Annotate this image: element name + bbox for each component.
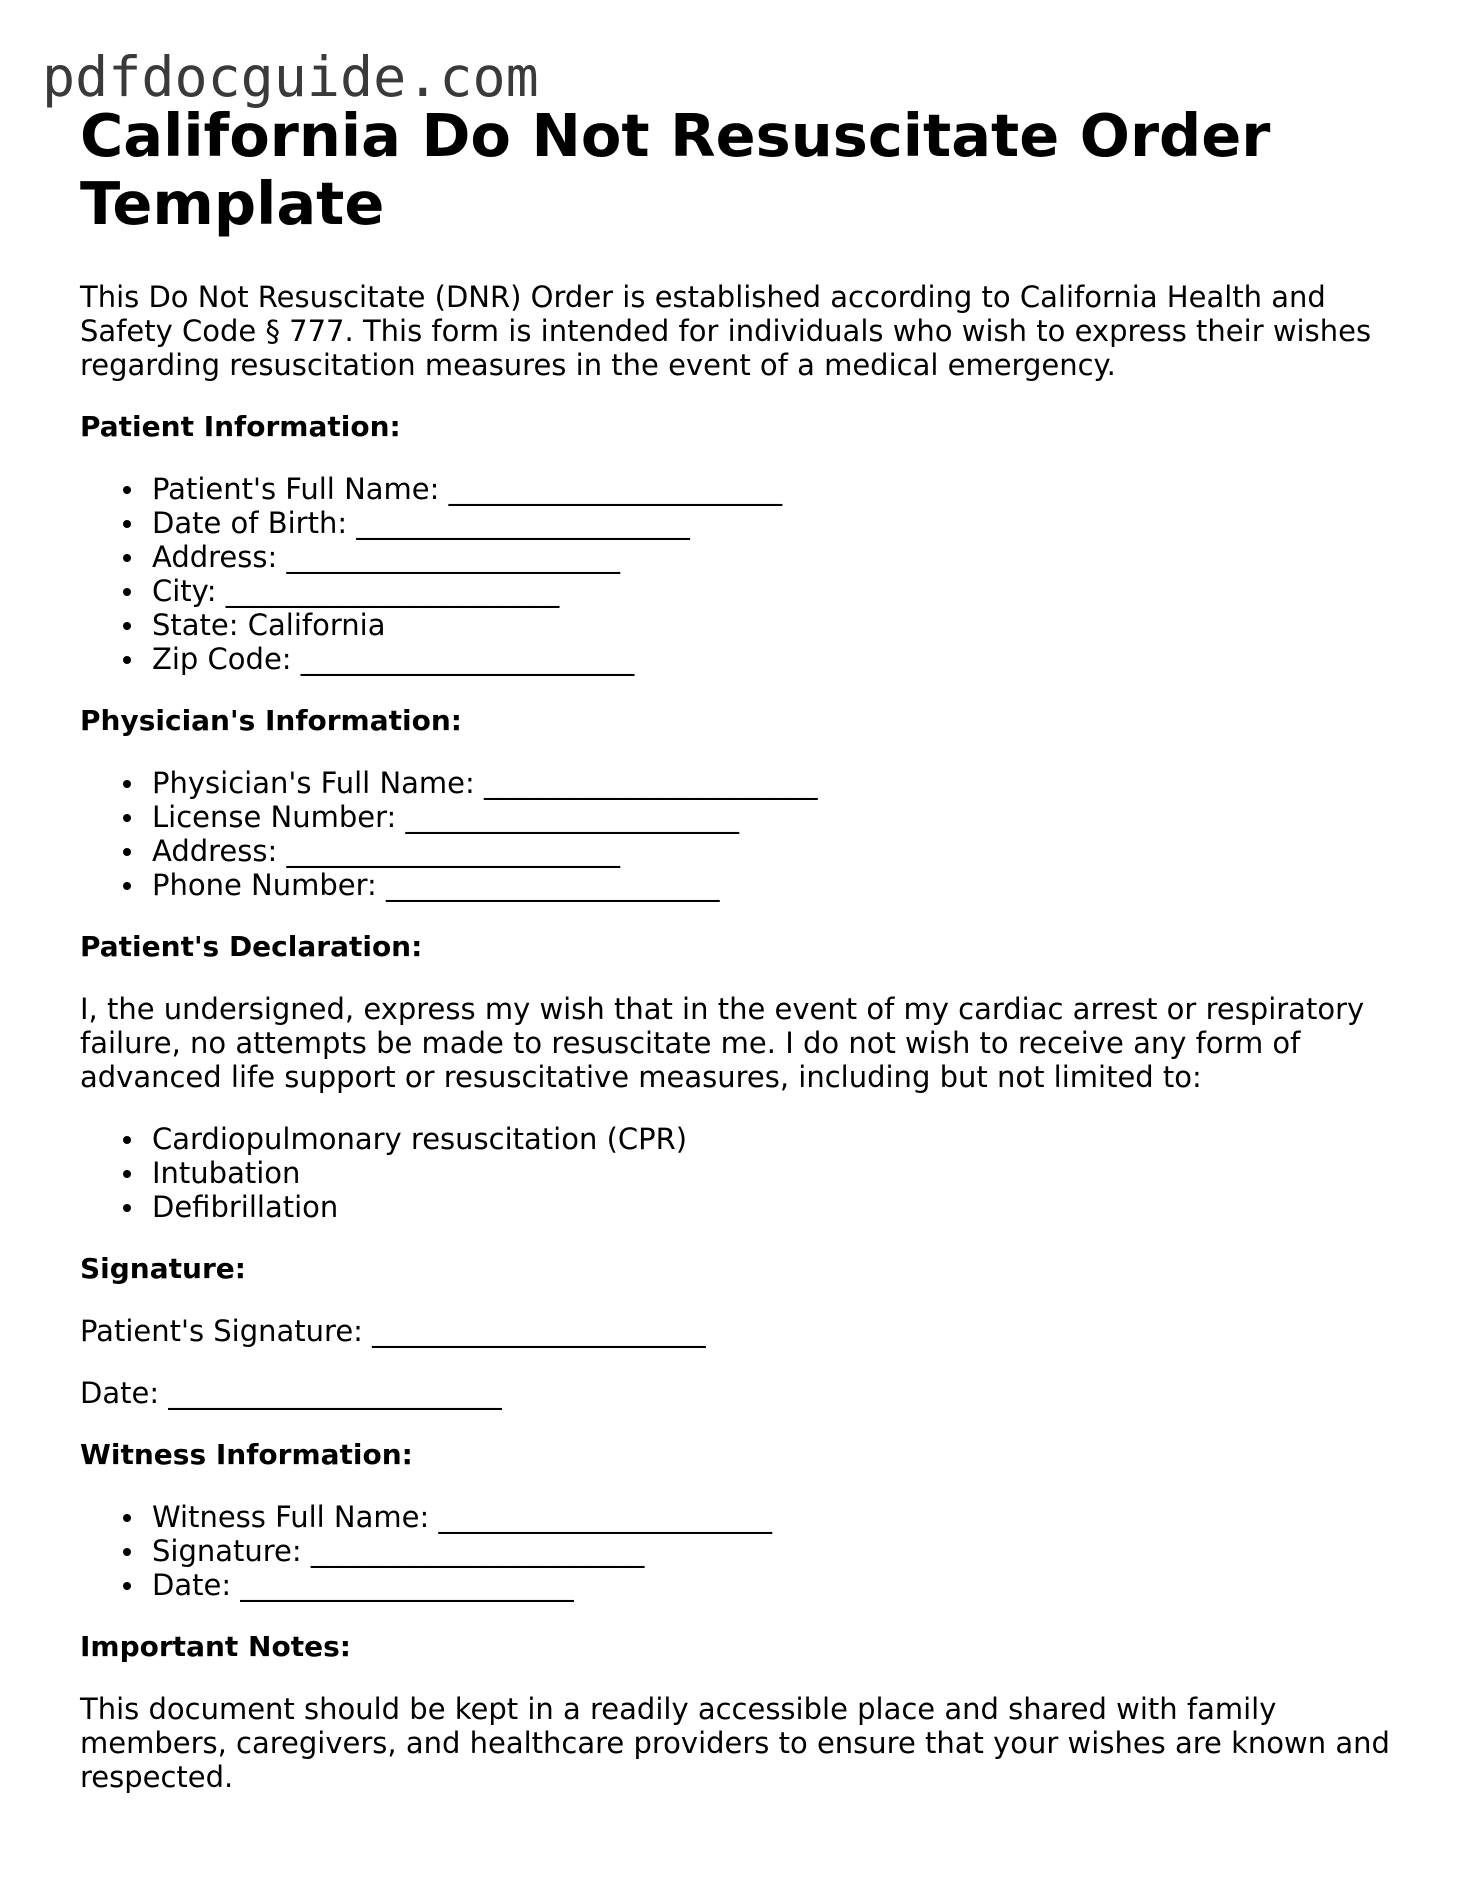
list-item: Intubation xyxy=(152,1156,1400,1190)
declaration-heading: Patient's Declaration: xyxy=(80,930,423,963)
witness-signature-field: Signature: _______________________ xyxy=(152,1534,1400,1568)
witness-full-name-field: Witness Full Name: _______________________ xyxy=(152,1500,1400,1534)
patient-signature-field: Patient's Signature: _______________________ xyxy=(80,1314,706,1348)
phone-number-field: Phone Number: _______________________ xyxy=(152,868,1400,902)
page-title: California Do Not Resuscitate Order Template xyxy=(80,101,1271,238)
witness-info-heading: Witness Information: xyxy=(80,1438,413,1471)
list-item: Cardiopulmonary resuscitation (CPR) xyxy=(152,1122,1400,1156)
list-item: Defibrillation xyxy=(152,1190,1400,1224)
witness-info-list xyxy=(80,1500,1400,1602)
physician-full-name-field: Physician's Full Name: _______________________ xyxy=(152,766,1400,800)
physician-info-list xyxy=(80,766,1400,902)
document-page xyxy=(80,102,1400,1822)
patient-info-list xyxy=(80,472,1400,676)
license-number-field: License Number: _______________________ xyxy=(152,800,1400,834)
city-field: City: _______________________ xyxy=(152,574,1400,608)
signature-heading: Signature: xyxy=(80,1252,246,1285)
site-watermark: pdfdocguide.com xyxy=(42,45,539,109)
state-field: State: California xyxy=(152,608,1400,642)
patient-info-heading: Patient Information: xyxy=(80,410,401,443)
notes-heading: Important Notes: xyxy=(80,1630,351,1663)
zip-code-field: Zip Code: _______________________ xyxy=(152,642,1400,676)
intro-paragraph: This Do Not Resuscitate (DNR) Order is established according to California Health and Safety Code § 777. This form is intended for individuals who wish to express their wishes regarding resuscitation measures in the event of a medical emergency. xyxy=(80,280,1372,382)
date-of-birth-field: Date of Birth: _______________________ xyxy=(152,506,1400,540)
signature-date-field: Date: _______________________ xyxy=(80,1376,502,1410)
patient-address-field: Address: _______________________ xyxy=(152,540,1400,574)
notes-paragraph: This document should be kept in a readily accessible place and shared with family members, caregivers, and healthcare providers to ensure that your wishes are known and respected. xyxy=(80,1692,1390,1794)
declaration-measures-list xyxy=(80,1122,1400,1224)
patient-full-name-field: Patient's Full Name: _______________________ xyxy=(152,472,1400,506)
declaration-paragraph: I, the undersigned, express my wish that in the event of my cardiac arrest or respiratory failure, no attempts be made to resuscitate me. I do not wish to receive any form of advanced life support or resuscitative measures, including but not limited to: xyxy=(80,992,1365,1094)
witness-date-field: Date: _______________________ xyxy=(152,1568,1400,1602)
physician-info-heading: Physician's Information: xyxy=(80,704,462,737)
physician-address-field: Address: _______________________ xyxy=(152,834,1400,868)
